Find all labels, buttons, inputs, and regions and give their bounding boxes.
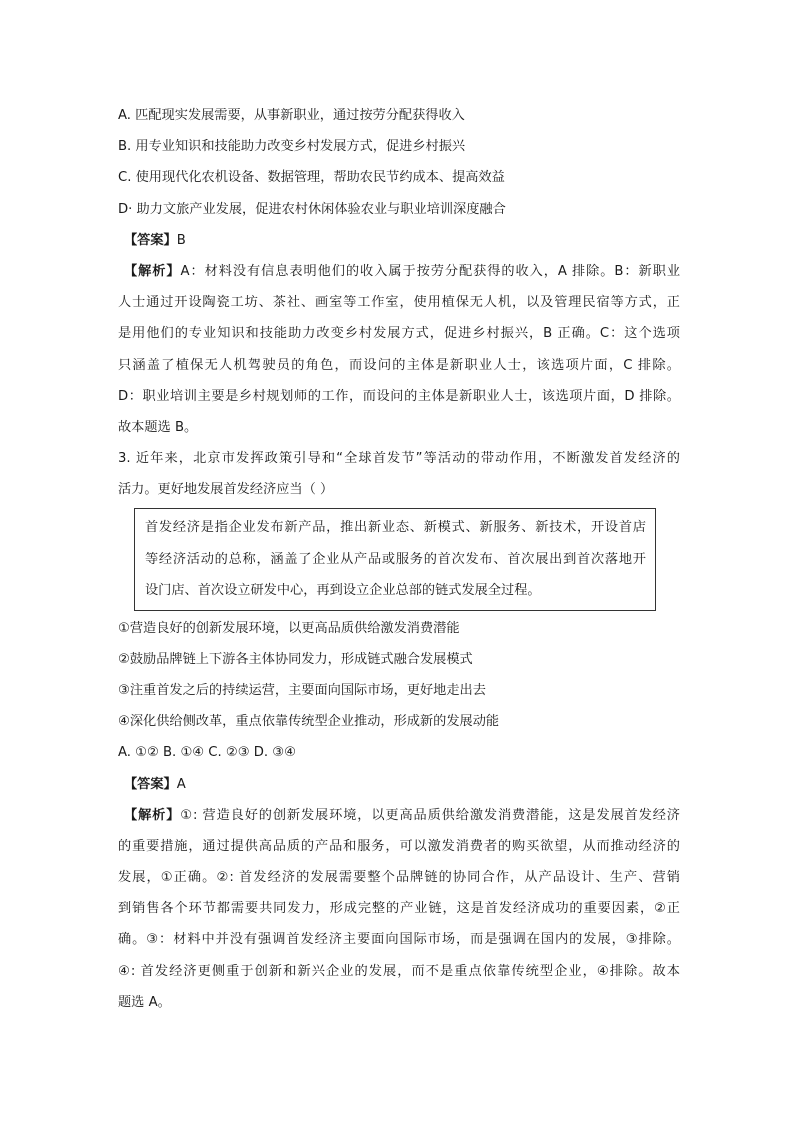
material-box [134,508,656,610]
answer-line-q2 [118,225,680,256]
analysis-line [118,800,680,831]
analysis-line: 是用他们的专业知识和技能助力改变乡村发展方式，促进乡村振兴，B 正确。C：这个选项 [118,326,680,342]
analysis-q2 [118,256,680,443]
material-line: 设门店、首次设立研发中心，再到设立企业总部的链式发展全过程。 [145,583,541,599]
statement-4: ④深化供给侧改革，重点依靠传统型企业推动，形成新的发展动能 [118,714,500,730]
question-stem: 活力。更好地发展首发经济应当（ ） [118,482,334,498]
analysis-line [118,256,680,287]
answer-value: B [176,232,186,248]
analysis-line: 人士通过开设陶瓷工坊、茶社、画室等工作室，使用植保无人机，以及管理民宿等方式，正 [118,295,680,311]
analysis-tag: 【解析】 [124,263,181,279]
analysis-line: 的重要措施，通过提供高品质的产品和服务，可以激发消费者的购买欲望，从而推动经济的 [118,838,680,854]
answer-value: A [176,776,186,792]
option-a: A. 匹配现实发展需要，从事新职业，通过按劳分配获得收入 [118,108,465,123]
question-2-options [118,100,680,225]
analysis-q3 [118,800,680,1018]
analysis-line: 确。③：材料中并没有强调首发经济主要面向国际市场，而是强调在国内的发展，③排除。 [118,932,680,948]
analysis-line: 发展，①正确。②: 首发经济的发展需要整个品牌链的协同合作，从产品设计、生产、营销 [118,870,680,886]
answer-line-q3 [118,769,680,800]
option-b: B. 用专业知识和技能助力改变乡村发展方式，促进乡村振兴 [118,139,466,155]
question-3 [118,443,680,768]
answer-tag: 【答案】 [124,776,177,792]
statement-2: ②鼓励品牌链上下游各主体协同发力，形成链式融合发展模式 [118,651,473,667]
page-content [118,100,680,1018]
analysis-line: 只涵盖了植保无人机驾驶员的角色，而设问的主体是新职业人士，该选项片面，C 排除。 [118,357,680,373]
statement-1: ①营造良好的创新发展环境，以更高品质供给激发消费潜能 [118,620,460,636]
analysis-line: 到销售各个环节都需要共同发力，形成完整的产业链，这是首发经济成功的重要因素，②正 [118,901,680,917]
material-line: 首发经济是指企业发布新产品，推出新业态、新模式、新服务、新技术，开设首店 [145,520,646,536]
analysis-line: 题选 A。 [118,994,171,1010]
answer-tag: 【答案】 [124,232,177,248]
analysis-text: ①: 营造良好的创新发展环境，以更高品质供给激发消费潜能，这是发展首发经济 [180,807,680,823]
question-stem: 3. 近年来，北京市发挥政策引导和“全球首发节”等活动的带动作用，不断激发首发经济的 [118,451,680,467]
analysis-text: A：材料没有信息表明他们的收入属于按劳分配获得的收入，A 排除。B：新职业 [180,263,680,279]
material-line: 等经济活动的总称，涵盖了企业从产品或服务的首次发布、首次展出到首次落地开 [145,551,646,567]
analysis-tag: 【解析】 [124,807,181,823]
option-d: D· 助力文旅产业发展，促进农村休闲体验农业与职业培训深度融合 [118,201,506,217]
option-c: C. 使用现代化农机设备、数据管理，帮助农民节约成本、提高效益 [118,170,505,186]
analysis-line: 故本题选 B。 [118,419,198,435]
analysis-line: ④: 首发经济更侧重于创新和新兴企业的发展，而不是重点依靠传统型企业，④排除。故本 [118,963,680,979]
statement-3: ③注重首发之后的持续运营，主要面向国际市场，更好地走出去 [118,682,486,698]
answer-choices: A. ①② B. ①④ C. ②③ D. ③④ [118,745,296,761]
analysis-line: D：职业培训主要是乡村规划师的工作，而设问的主体是新职业人士，该选项片面，D 排除。 [118,388,680,404]
